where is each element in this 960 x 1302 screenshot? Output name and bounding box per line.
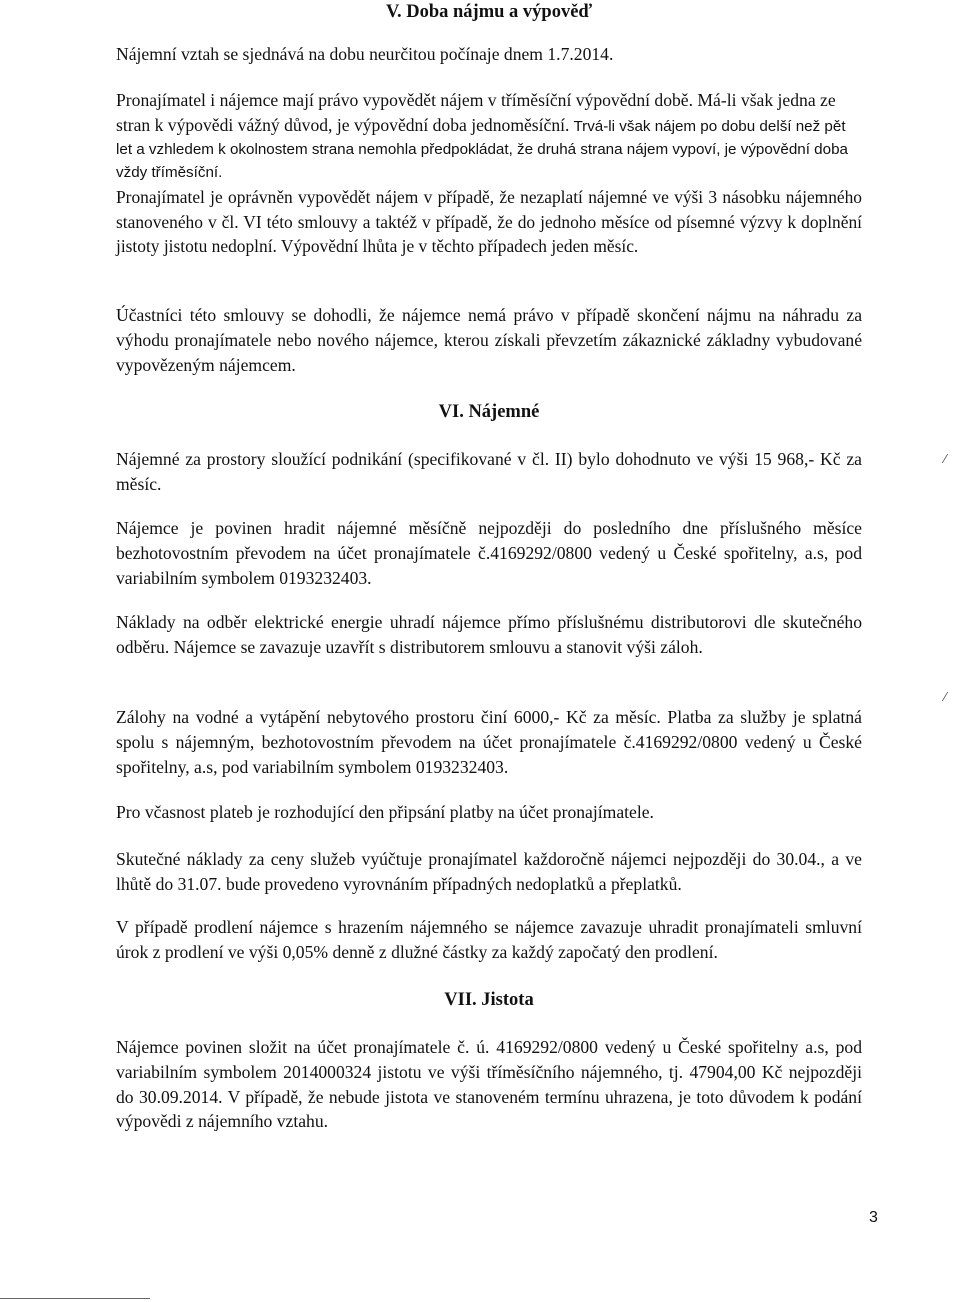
scan-artifact-mark: ⁄ [944, 690, 947, 704]
section-v-paragraph-2-sans: Trvá-li však nájem po dobu delší než pět let a vzhledem k okolnostem strana nemohla předpokládat, že druhá strana nájem vypoví, je výpovědní doba vždy tříměsíční. [116, 117, 848, 182]
section-v-paragraph-1: Nájemní vztah se sjednává na dobu neurčitou počínaje dnem 1.7.2014. [116, 44, 614, 64]
page-number: 3 [869, 1209, 878, 1226]
section-v-paragraph-4: Účastníci této smlouvy se dohodli, že nájemce nemá právo v případě skončení nájmu na náhradu za výhodu pronajímatele nebo nového nájemce, kterou získali převzetím zákaznické základny vybudované vypovězeným nájemcem. [116, 305, 862, 375]
section-vi-paragraph-7: V případě prodlení nájemce s hrazením nájemného se nájemce zavazuje uhradit pronajímateli smluvní úrok z prodlení ve výši 0,05% denně z dlužné částky za každý započatý den prodlení. [116, 917, 862, 962]
section-v-paragraph-3: Pronajímatel je oprávněn vypovědět nájem v případě, že nezaplatí nájemné ve výši 3 násobku nájemného stanoveného v čl. VI této smlouvy a taktéž v případě, že do jednoho měsíce od písemné výzvy k doplnění jistoty jistotu nedoplní. Výpovědní lhůta je v těchto případech jeden měsíc. [116, 187, 862, 257]
section-vi-paragraph-3: Náklady na odběr elektrické energie uhradí nájemce přímo příslušnému distributorovi dle skutečného odběru. Nájemce se zavazuje uzavřít s distributorem smlouvu a stanovit výši záloh. [116, 612, 862, 657]
section-vi-paragraph-6: Skutečné náklady za ceny služeb vyúčtuje pronajímatel každoročně nájemci nejpozději do 30.04., a ve lhůtě do 31.07. bude provedeno vyrovnáním případných nedoplatků a přeplatků. [116, 849, 862, 894]
scan-artifact-mark: ⁄ [944, 452, 947, 466]
section-v-title: V. Doba nájmu a výpověď [386, 2, 592, 22]
section-vi-title: VI. Nájemné [438, 402, 540, 422]
section-vi-paragraph-1: Nájemné za prostory sloužící podnikání (specifikované v čl. II) bylo dohodnuto ve výši 15 968,- Kč za měsíc. [116, 449, 862, 494]
section-v-paragraph-2 [116, 88, 862, 185]
scan-artifact-bottom-line [0, 1298, 150, 1299]
section-vi-paragraph-4: Zálohy na vodné a vytápění nebytového prostoru činí 6000,- Kč za měsíc. Platba za služby je splatná spolu s nájemným, bezhotovostním převodem na účet pronajímatele č.4169292/0800 vedený u České spořitelny, a.s, pod variabilním symbolem 0193232403. [116, 707, 862, 777]
section-vii-title: VII. Jistota [444, 990, 534, 1010]
section-vi-paragraph-5: Pro včasnost plateb je rozhodující den připsání platby na účet pronajímatele. [116, 802, 654, 822]
section-v-paragraph-2-serif: Pronajímatel i nájemce mají právo vypovědět nájem v tříměsíční výpovědní době. Má-li však jedna ze stran k výpovědi vážný důvod, je výpovědní doba jednoměsíční. [116, 90, 836, 135]
section-vii-paragraph-1: Nájemce povinen složit na účet pronajímatele č. ú. 4169292/0800 vedený u České spořitelny a.s, pod variabilním symbolem 2014000324 jistotu ve výši tříměsíčního nájemného, tj. 47904,00 Kč nejpozději do 30.09.2014. V případě, že nebude jistota ve stanoveném termínu uhrazena, je toto důvodem k podání výpovědi z nájemního vztahu. [116, 1037, 862, 1132]
section-vi-paragraph-2: Nájemce je povinen hradit nájemné měsíčně nejpozději do posledního dne příslušného měsíce bezhotovostním převodem na účet pronajímatele č.4169292/0800 vedený u České spořitelny, a.s, pod variabilním symbolem 0193232403. [116, 518, 862, 588]
